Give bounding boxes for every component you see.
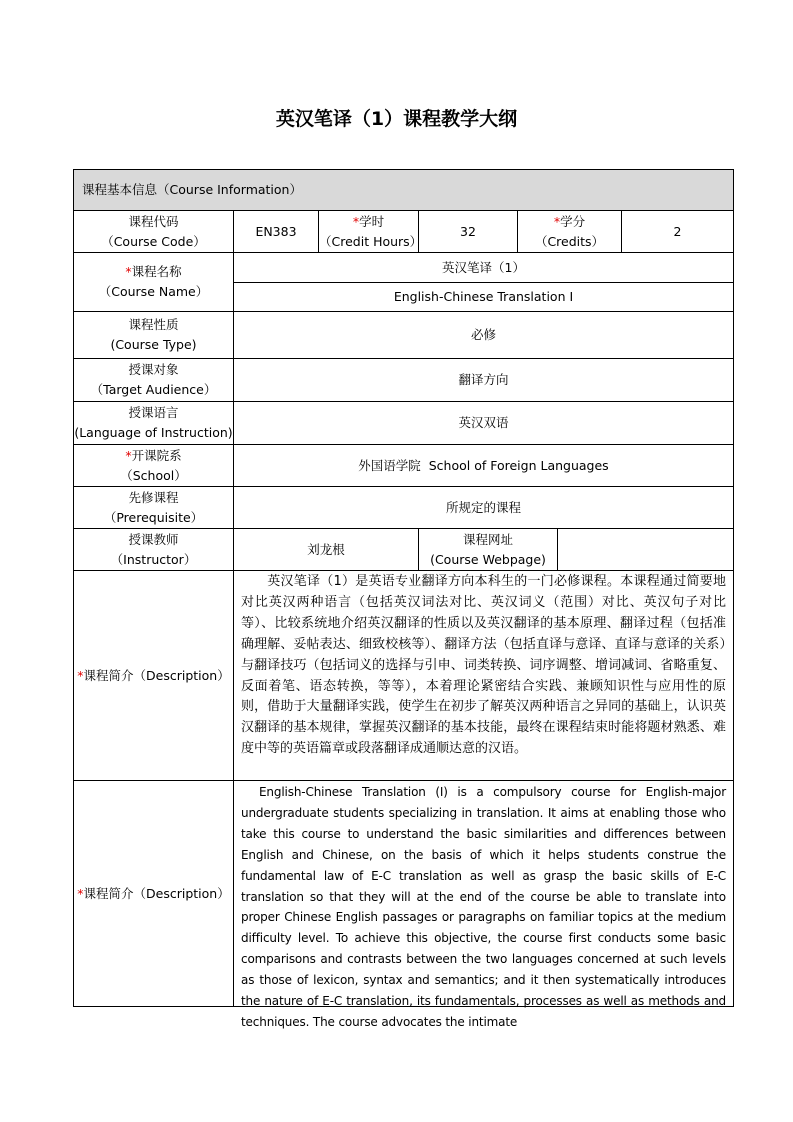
course-type-label-zh: 课程性质 bbox=[128, 317, 179, 332]
document-title: 英汉笔译（1）课程教学大纲 bbox=[275, 108, 518, 130]
required-mark: * bbox=[125, 447, 132, 463]
description-zh-label bbox=[74, 570, 233, 780]
course-type-label-en: (Course Type) bbox=[110, 337, 197, 352]
webpage-label bbox=[418, 528, 557, 570]
instructor-label-zh: 授课教师 bbox=[128, 531, 179, 547]
course-name-en: English-Chinese Translation I bbox=[233, 282, 733, 311]
course-name-zh: 英汉笔译（1） bbox=[233, 252, 733, 282]
description-en-label bbox=[74, 780, 233, 1006]
course-info-table bbox=[73, 169, 734, 1029]
description-en-label-text: 课程简介（Description） bbox=[83, 885, 230, 901]
course-type-value: 必修 bbox=[233, 311, 733, 358]
school-label-zh: 开课院系 bbox=[131, 447, 182, 463]
credit-hours-label-en: （Credit Hours） bbox=[319, 233, 423, 249]
target-audience-value: 翻译方向 bbox=[233, 358, 733, 401]
description-zh-label-text: 课程简介（Description） bbox=[83, 667, 230, 683]
language-label-en: (Language of Instruction) bbox=[74, 425, 233, 440]
credits-label-en: （Credits） bbox=[534, 233, 605, 249]
prerequisite-label-en: （Prerequisite） bbox=[103, 509, 204, 525]
course-name-label-zh: 课程名称 bbox=[131, 264, 182, 279]
credits-label bbox=[517, 210, 621, 252]
credit-hours-value: 32 bbox=[418, 210, 517, 252]
prerequisite-label bbox=[74, 486, 233, 528]
description-zh-text: 英汉笔译（1）是英语专业翻译方向本科生的一门必修课程。本课程通过简要地对比英汉两种语言（包括英汉词法对比、英汉词义（范围）对比、英汉句子对比等）、比较系统地介绍英汉翻译的性质以及英汉翻译的基本原理、翻译过程（包括准确理解、妥帖表达、细致校核等）、翻译方法（包括直译与意译、直译与意译的关系）与翻译技巧（包括词义的选择与引申、词类转换、词序调整、增词减词、省略重复、反面着笔、语态转换，等等），本着理论紧密结合实践、兼顾知识性与应用性的原则，借助于大量翻译实践，使学生在初步了解英汉两种语言之异同的基础上，认识英汉翻译的基本规律，掌握英汉翻译的基本技能，最终在课程结束时能将题材熟悉、难度中等的英语篇章或段落翻译成通顺达意的汉语。 bbox=[241, 574, 726, 757]
course-code-label-zh: 课程代码 bbox=[128, 213, 179, 229]
credits-value: 2 bbox=[621, 210, 733, 252]
webpage-label-en: (Course Webpage) bbox=[430, 551, 546, 567]
required-mark: * bbox=[553, 213, 561, 229]
course-code-value: EN383 bbox=[233, 210, 318, 252]
required-mark: * bbox=[77, 667, 84, 683]
target-audience-label-zh: 授课对象 bbox=[128, 362, 179, 377]
webpage-value bbox=[557, 528, 733, 570]
target-audience-label bbox=[74, 358, 233, 401]
required-mark: * bbox=[77, 885, 84, 901]
course-code-label-en: （Course Code） bbox=[101, 233, 206, 249]
language-label bbox=[74, 401, 233, 444]
instructor-label bbox=[74, 528, 233, 570]
course-name-label-en: （Course Name） bbox=[98, 284, 209, 299]
school-value: 外国语学院 School of Foreign Languages bbox=[233, 444, 733, 486]
course-type-label bbox=[74, 311, 233, 358]
school-label bbox=[74, 444, 233, 486]
description-en-cell bbox=[233, 780, 733, 1029]
course-name-label bbox=[74, 252, 233, 311]
language-value: 英汉双语 bbox=[233, 401, 733, 444]
language-label-zh: 授课语言 bbox=[128, 405, 179, 420]
prerequisite-value: 所规定的课程 bbox=[233, 486, 733, 528]
course-code-label bbox=[74, 210, 233, 252]
description-en-text: English-Chinese Translation (I) is a compulsory course for English-major undergraduate students specializing in translation. It aims at enabling those who take this course to understand the basic similarities and differences between English and Chinese, on the basis of which it helps students construe the fundamental law of E-C translation as well as grasp the basic skills of E-C translation so that they will at the end of the course be able to translate into proper Chinese English passages or paragraphs on familiar topics at the medium difficulty level. To achieve this objective, the course first conducts some basic comparisons and contrasts between the two languages concerned at such levels as those of lexicon, syntax and semantics; and it then systematically introduces the nature of E-C translation, its fundamentals, processes as well as methods and techniques. The course advocates the intimate bbox=[241, 785, 726, 1029]
credit-hours-label-zh: 学时 bbox=[359, 213, 385, 229]
required-mark: * bbox=[352, 213, 360, 229]
school-label-en: （School） bbox=[120, 467, 187, 483]
webpage-label-zh: 课程网址 bbox=[462, 531, 513, 547]
prerequisite-label-zh: 先修课程 bbox=[128, 489, 179, 505]
section-header: 课程基本信息（Course Information） bbox=[74, 170, 733, 210]
instructor-value: 刘龙根 bbox=[233, 528, 418, 570]
credits-label-zh: 学分 bbox=[560, 213, 586, 229]
description-zh-cell bbox=[233, 570, 733, 780]
credit-hours-label bbox=[318, 210, 423, 252]
target-audience-label-en: （Target Audience） bbox=[90, 382, 217, 397]
required-mark: * bbox=[125, 264, 132, 279]
instructor-label-en: （Instructor） bbox=[110, 551, 197, 567]
